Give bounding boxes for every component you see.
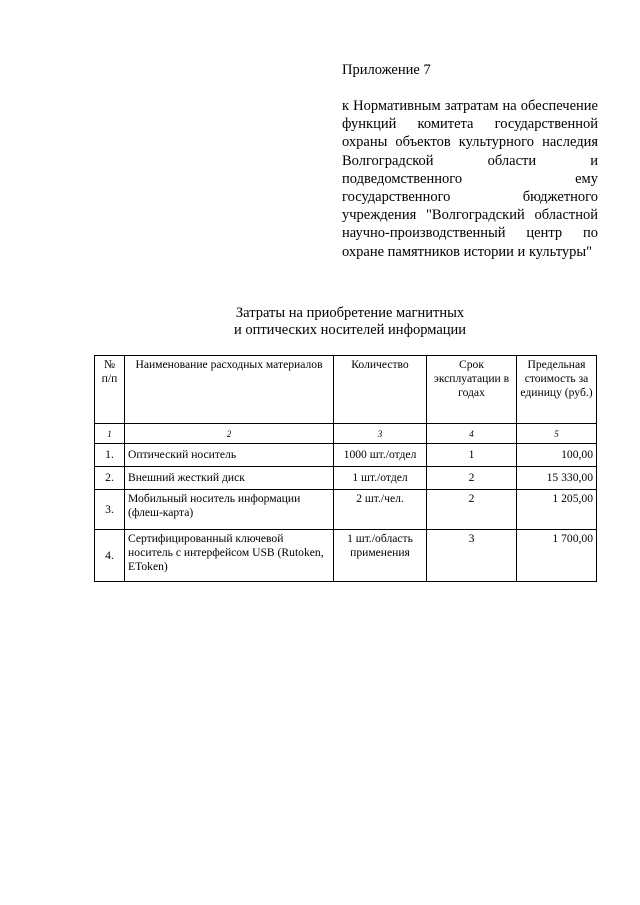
row-name: Оптический носитель bbox=[125, 444, 334, 467]
table-header-row bbox=[95, 356, 597, 424]
column-numbers-row bbox=[95, 424, 597, 444]
header-price: Предельная стоимость за единицу (руб.) bbox=[517, 356, 597, 424]
row-term: 2 bbox=[427, 490, 517, 530]
row-qty: 2 шт./чел. bbox=[334, 490, 427, 530]
row-num: 2. bbox=[95, 467, 125, 490]
heading-line-2: и оптических носителей информации bbox=[233, 322, 467, 338]
appendix-reference: к Нормативным затратам на обеспечение функций комитета государственной охраны объектов культурного наследия Волгоградской области и подведомственного ему государственного бюджетного учреждения "Волгоградский областной научно-производственный центр по охране памятников истории и культуры" bbox=[342, 98, 598, 260]
row-name: Мобильный носитель информации (флеш-карта) bbox=[125, 490, 334, 530]
costs-table bbox=[94, 355, 597, 582]
header-term: Срок эксплуатации в годах bbox=[427, 356, 517, 424]
appendix-title: Приложение 7 bbox=[342, 62, 431, 78]
row-num: 1. bbox=[95, 444, 125, 467]
header-name: Наименование расходных материалов bbox=[125, 356, 334, 424]
heading-line-1: Затраты на приобретение магнитных bbox=[235, 305, 465, 321]
row-price: 1 205,00 bbox=[517, 490, 597, 530]
row-qty: 1 шт./область применения bbox=[334, 530, 427, 582]
row-qty: 1 шт./отдел bbox=[334, 467, 427, 490]
column-number: 5 bbox=[517, 424, 597, 444]
row-name: Внешний жесткий диск bbox=[125, 467, 334, 490]
table-row bbox=[95, 444, 597, 467]
row-price: 1 700,00 bbox=[517, 530, 597, 582]
row-price: 100,00 bbox=[517, 444, 597, 467]
row-term: 3 bbox=[427, 530, 517, 582]
row-qty: 1000 шт./отдел bbox=[334, 444, 427, 467]
column-number: 1 bbox=[95, 424, 125, 444]
column-number: 2 bbox=[125, 424, 334, 444]
row-term: 2 bbox=[427, 467, 517, 490]
table-row bbox=[95, 490, 597, 530]
row-num: 3. bbox=[95, 490, 125, 530]
header-num: № п/п bbox=[95, 356, 125, 424]
table-row bbox=[95, 467, 597, 490]
header-qty: Количество bbox=[334, 356, 427, 424]
table-row bbox=[95, 530, 597, 582]
column-number: 3 bbox=[334, 424, 427, 444]
row-name: Сертифицированный ключевой носитель с интерфейсом USB (Rutoken, EToken) bbox=[125, 530, 334, 582]
document-heading bbox=[0, 305, 640, 339]
row-num: 4. bbox=[95, 530, 125, 582]
row-term: 1 bbox=[427, 444, 517, 467]
row-price: 15 330,00 bbox=[517, 467, 597, 490]
column-number: 4 bbox=[427, 424, 517, 444]
